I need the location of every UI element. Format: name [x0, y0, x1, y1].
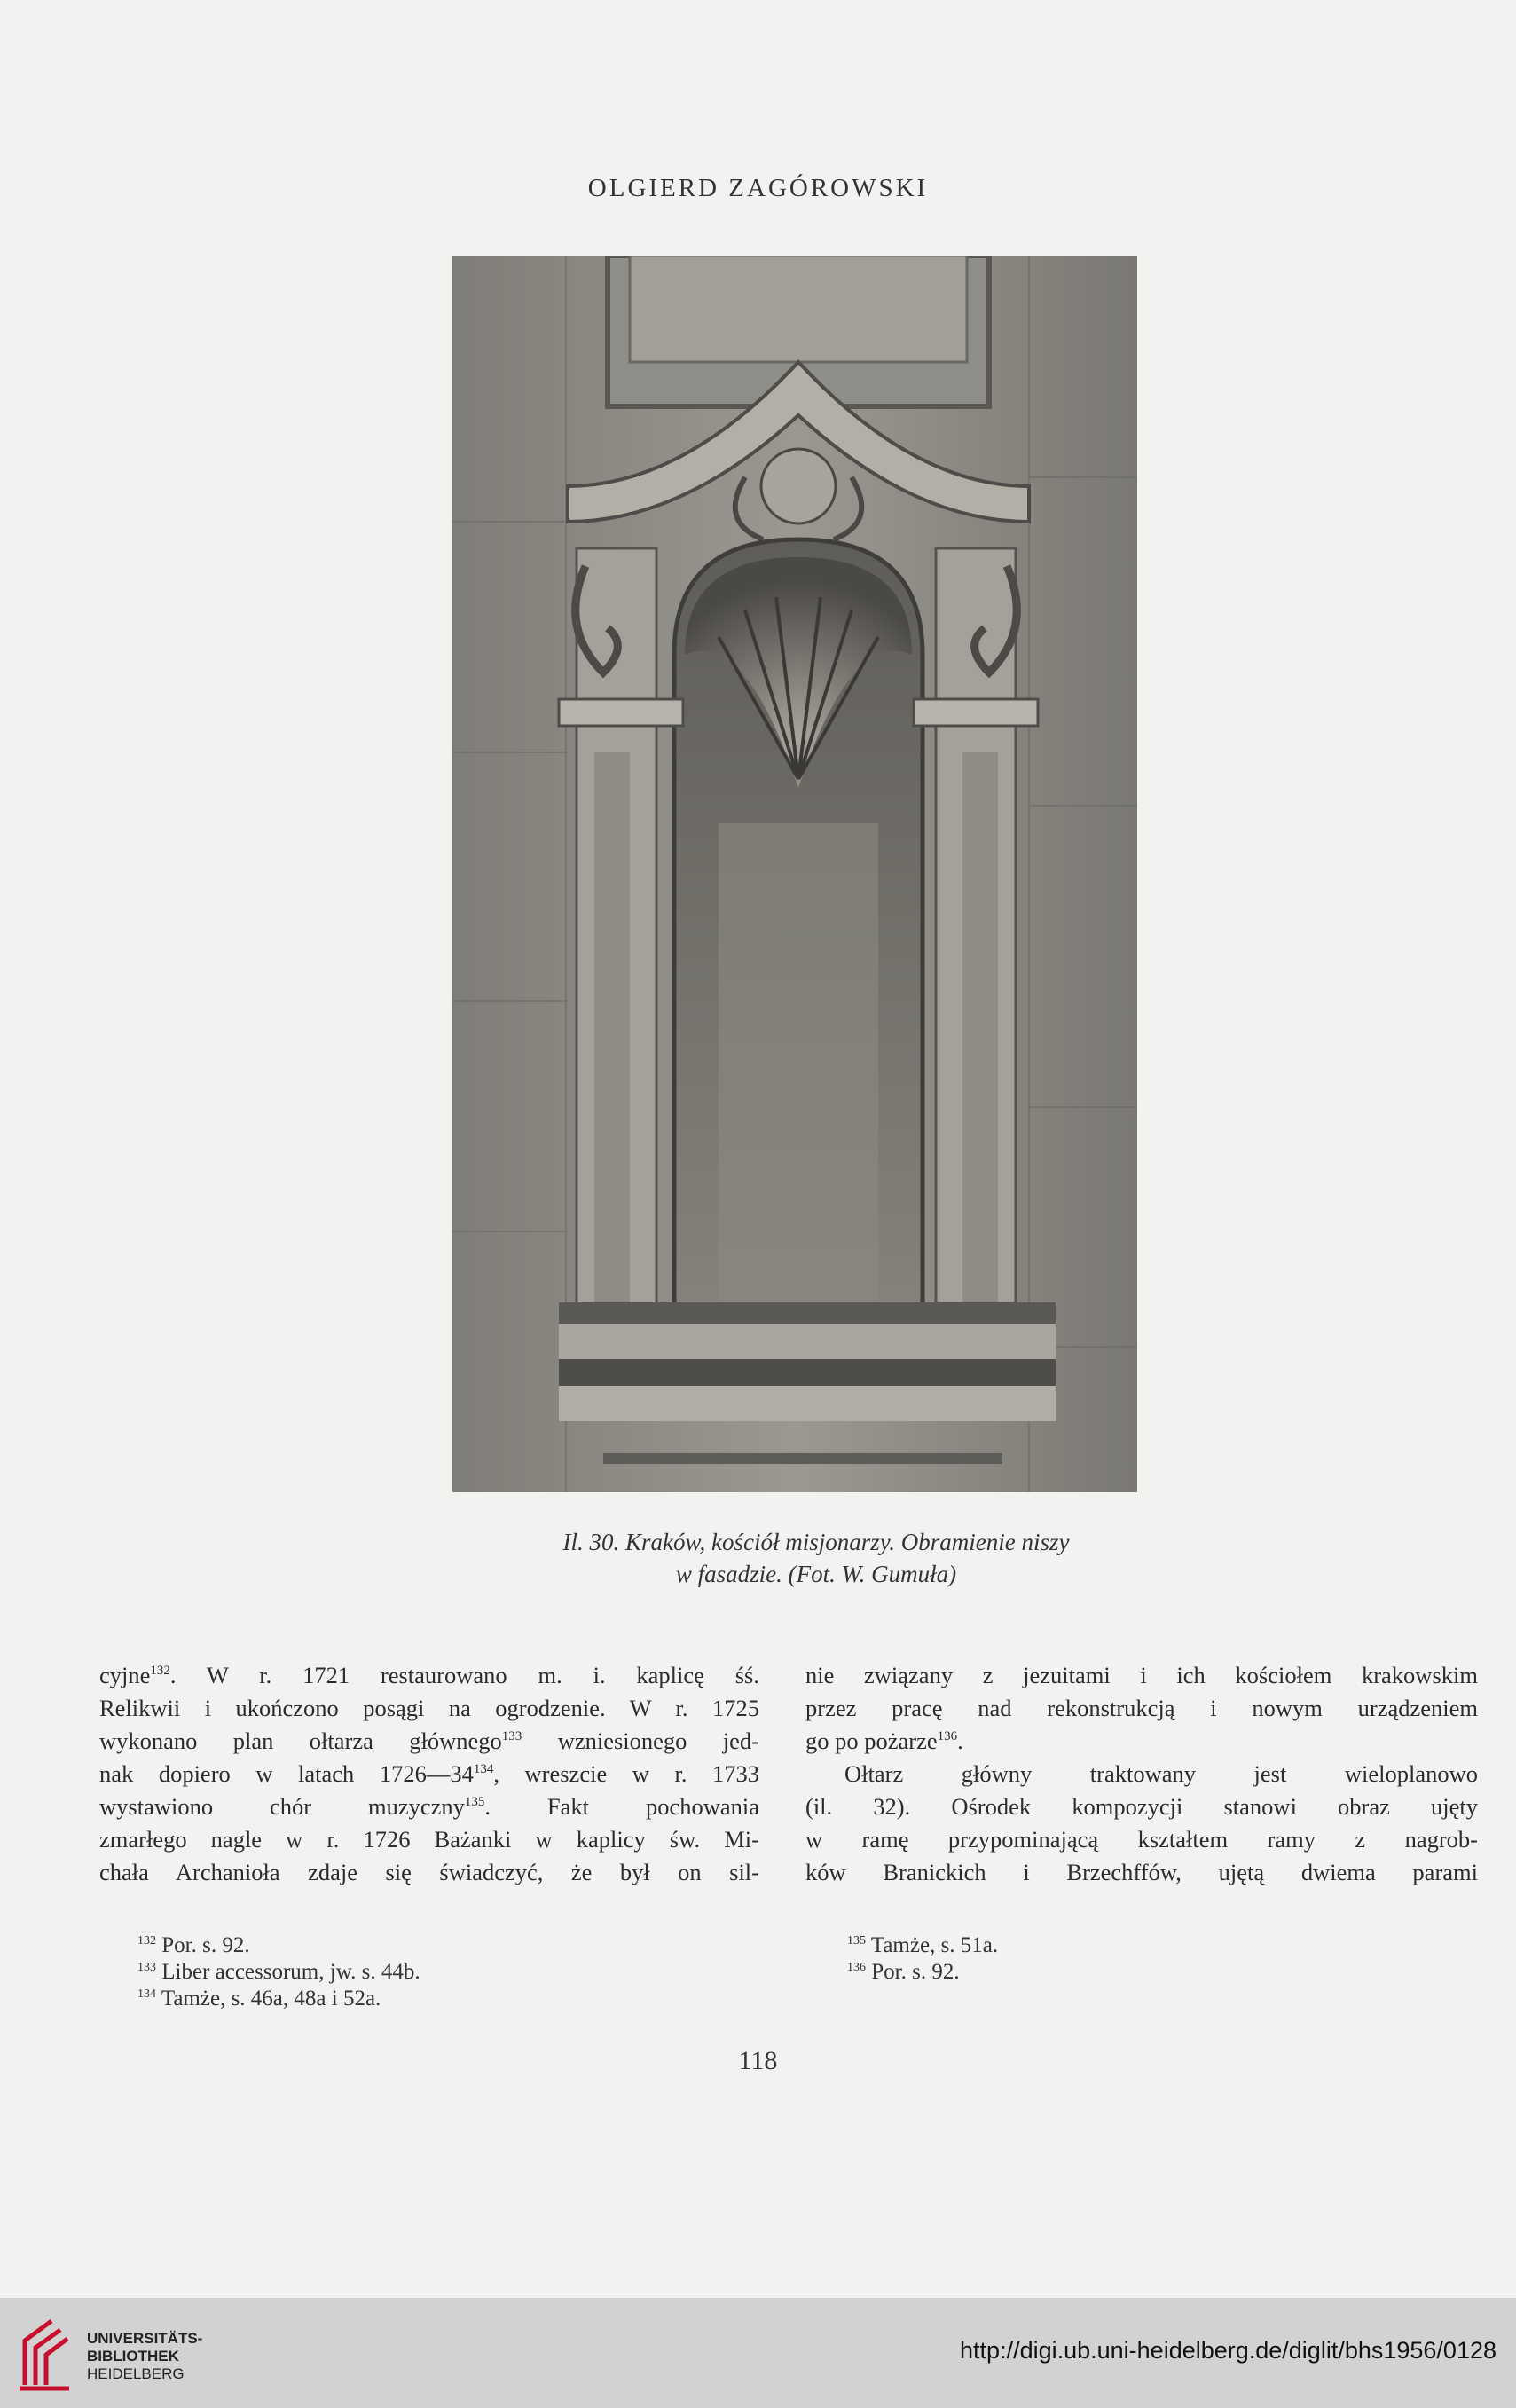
text-line: (il. 32). Ośrodek kompozycji stanowi obraz ujęty [805, 1793, 1478, 1820]
text-line: wykonano plan ołtarza głównego$^{133}$ wzniesionego jed- [99, 1727, 759, 1754]
permalink-url[interactable]: http://digi.ub.uni-heidelberg.de/diglit/bhs1956/0128 [960, 2337, 1496, 2364]
footnote: $^{133}$ Liber accessorum, jw. s. 44b. [137, 1960, 420, 1984]
text-line: wystawiono chór muzyczny$^{135}$. Fakt pochowania [99, 1793, 759, 1820]
footnotes-left [137, 1932, 420, 2012]
text-line: cyjne$^{132}$. W r. 1721 restaurowano m. i. kaplicę śś. [99, 1662, 759, 1688]
footnotes-right [847, 1932, 998, 1986]
library-name-line-2: BIBLIOTHEK [87, 2348, 179, 2365]
library-name-line-1: UNIVERSITÄTS- [87, 2330, 203, 2347]
text-line: w ramę przypominającą kształtem ramy z nagrob- [805, 1826, 1478, 1853]
text-line: nak dopiero w latach $1726—34^{134}$, wreszcie w r. 1733 [99, 1760, 759, 1787]
niche-photograph-drawing [452, 256, 1137, 1492]
footnote-ref: 136 [937, 1729, 958, 1743]
library-name-line-3: HEIDELBERG [87, 2365, 185, 2382]
text-column-left [99, 1659, 759, 1889]
text-column-right [805, 1659, 1478, 1889]
viewer-footer-bar [0, 2298, 1516, 2408]
footnote-ref: 133 [501, 1729, 522, 1743]
caption-line-2: w fasadzie. (Fot. W. Gumuła) [675, 1561, 957, 1587]
text-line: chała Archanioła zdaje się świadczyć, że był on sil- [99, 1859, 759, 1885]
text-line: ków Branickich i Brzechffów, ujętą dwiema parami [805, 1859, 1478, 1885]
footnote: $^{134}$ Tamże, s. 46a, 48a i 52a. [137, 1987, 381, 2011]
footnote-ref: 135 [464, 1795, 485, 1809]
figure-caption [497, 1526, 1135, 1590]
text-line: Ołtarz główny traktowany jest wieloplanowo [844, 1760, 1478, 1787]
caption-line-1: Il. 30. Kraków, kościół misjonarzy. Obramienie niszy [562, 1529, 1070, 1555]
footnote: $^{136}$ Por. s. 92. [847, 1960, 960, 1984]
text-line: zmarłego nagle w r. 1726 Bażanki w kaplicy św. Mi- [99, 1826, 759, 1853]
library-logo-icon[interactable] [16, 2314, 73, 2392]
page-number: 118 [738, 2046, 778, 2075]
footnote: $^{135}$ Tamże, s. 51a. [847, 1933, 999, 1957]
footnote: $^{132}$ Por. s. 92. [137, 1933, 250, 1957]
footnote-ref: 134 [473, 1762, 494, 1776]
niche-photograph [452, 256, 1137, 1492]
text-line: Relikwii i ukończono posągi na ogrodzenie. W r. 1725 [99, 1695, 759, 1721]
text-line: nie związany z jezuitami i ich kościołem krakowskim [805, 1662, 1478, 1688]
text-line: przez pracę nad rekonstrukcją i nowym urządzeniem [805, 1695, 1478, 1721]
footnote-ref: 132 [150, 1664, 170, 1678]
text-line: go po pożarze$^{136}$. [805, 1727, 963, 1754]
library-name [87, 2330, 202, 2383]
running-head: OLGIERD ZAGÓROWSKI [587, 174, 929, 202]
